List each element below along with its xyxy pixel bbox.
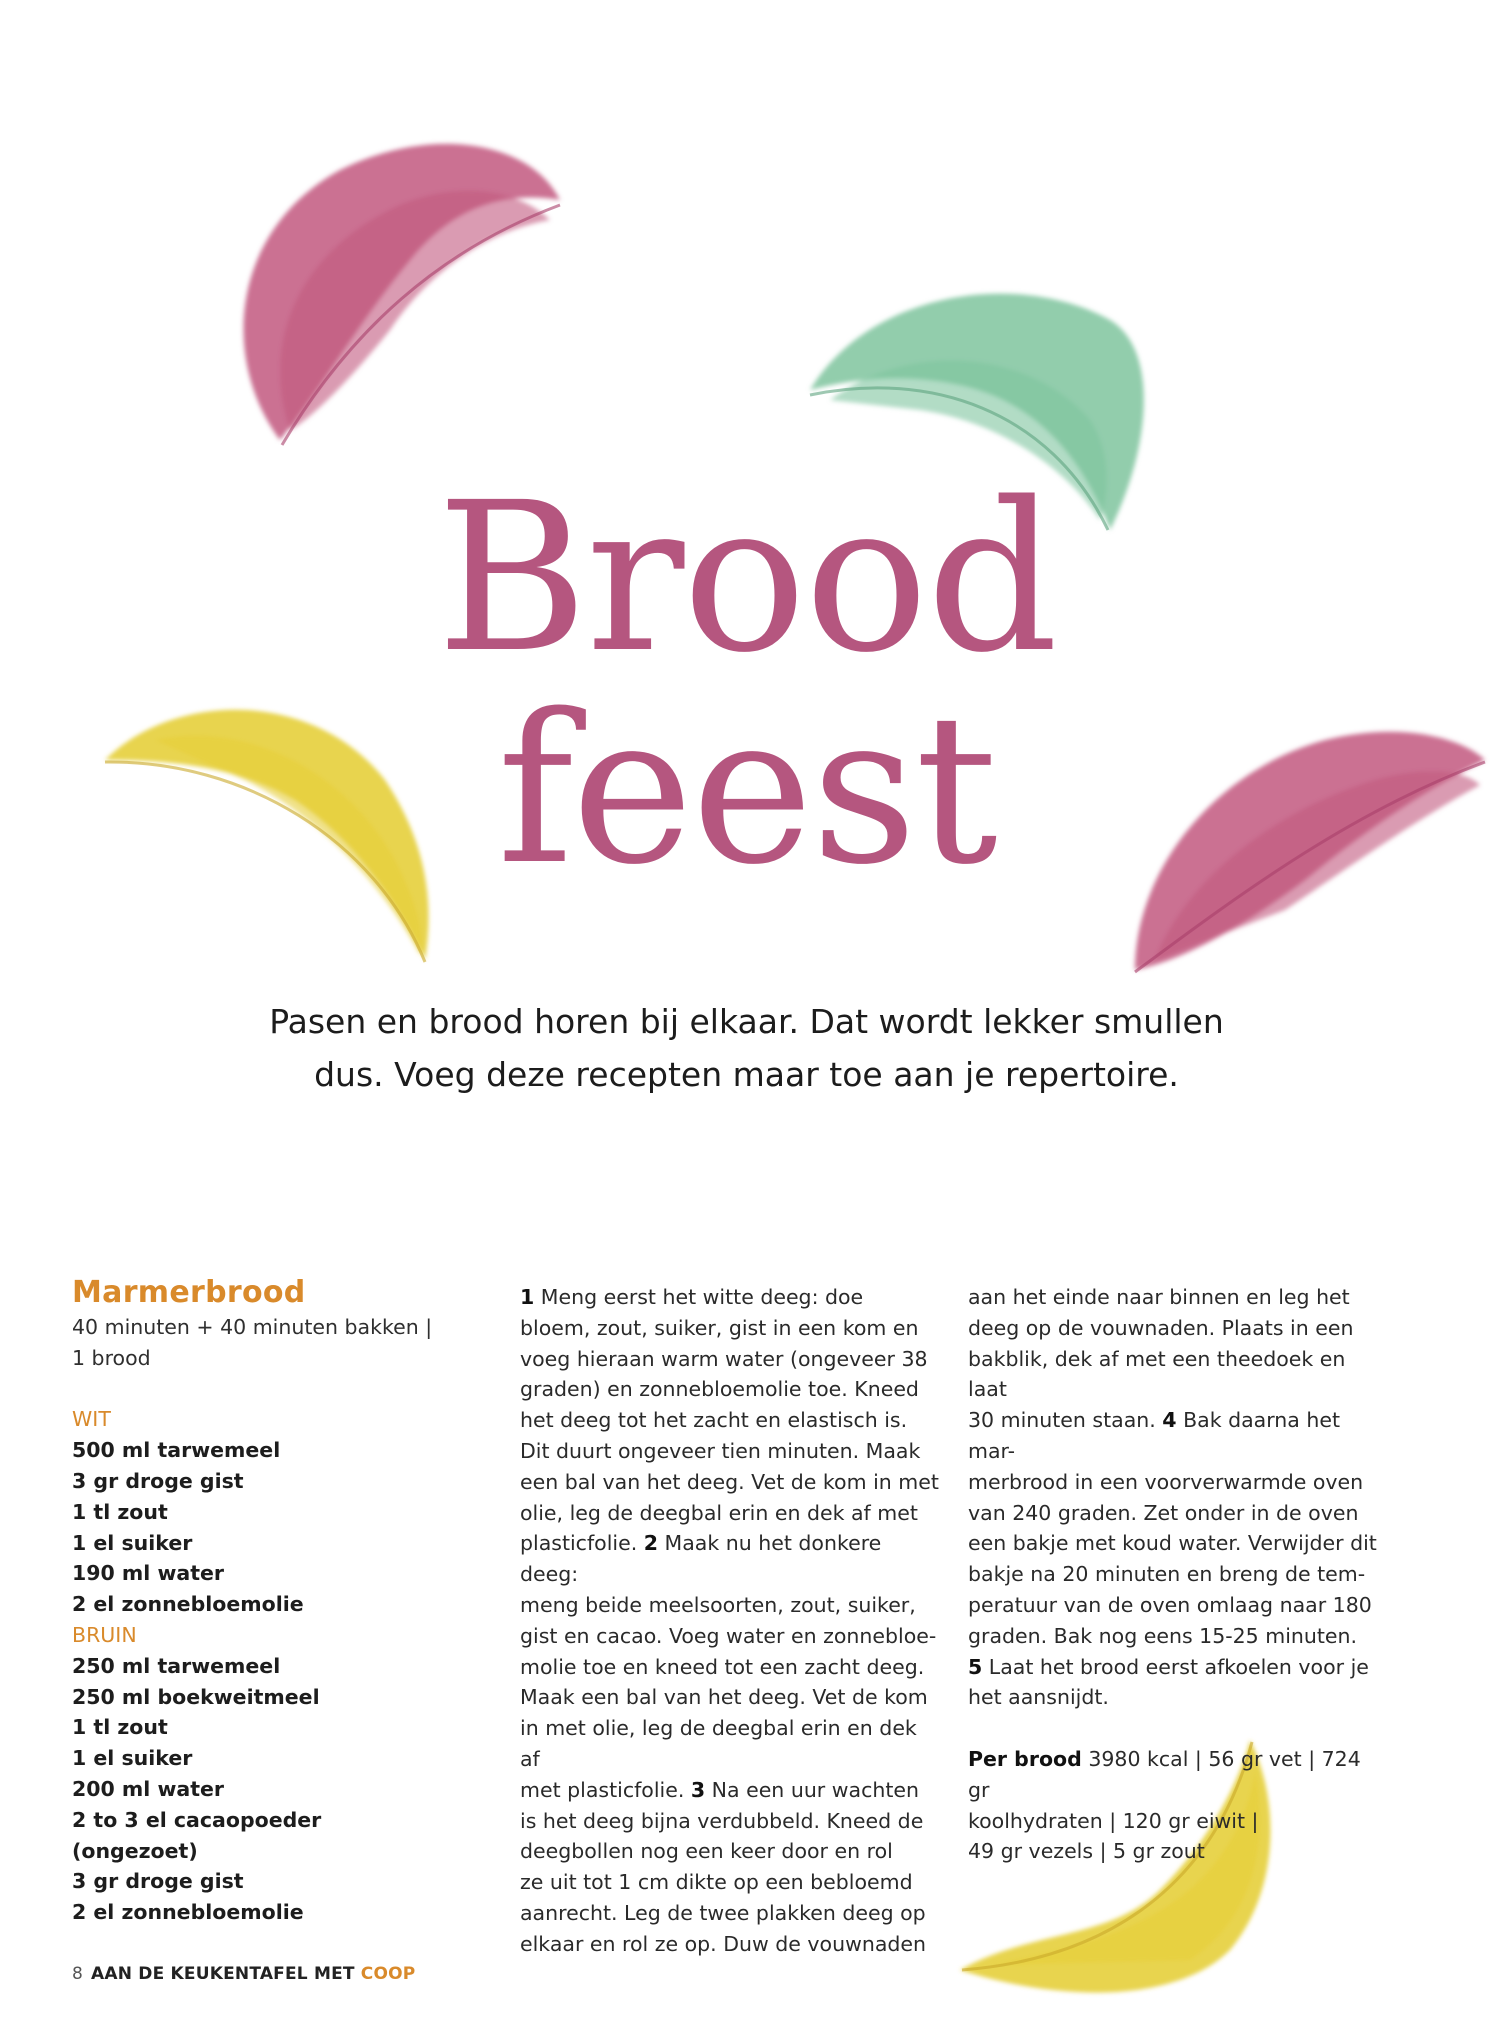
step-text: gist en cacao. Voeg water en zonnebloe- xyxy=(520,1623,937,1648)
nutrition-line-1: 3980 kcal | 56 gr vet | 724 gr xyxy=(968,1746,1361,1802)
ingredient-item: 2 el zonnebloemolie xyxy=(72,1592,304,1617)
step-line xyxy=(520,1374,940,1405)
step-text: merbrood in een voorverwarmde oven xyxy=(968,1469,1364,1494)
step-line xyxy=(520,1867,940,1898)
step-text: Maak nu het donkere deeg: xyxy=(520,1531,882,1587)
step-text: het deeg tot het zacht en elastisch is. xyxy=(520,1408,908,1433)
nutrition-line-2: koolhydraten | 120 gr eiwit | xyxy=(968,1808,1259,1833)
intro-line-2: dus. Voeg deze recepten maar toe aan je repertoire. xyxy=(314,1055,1179,1094)
step-text: elkaar en rol ze op. Duw de vouwnaden xyxy=(520,1931,927,1956)
step-line xyxy=(520,1282,940,1313)
brand-name: COOP xyxy=(360,1964,416,1984)
step-line xyxy=(968,1282,1388,1313)
step-number: 1 xyxy=(520,1285,535,1309)
step-text: Meng eerst het witte deeg: doe xyxy=(534,1285,864,1309)
ingredient-item: 2 to 3 el cacaopoeder (ongezoet) xyxy=(72,1807,322,1863)
step-line xyxy=(520,1652,940,1683)
step-line xyxy=(520,1806,940,1837)
ingredient-group-label: BRUIN xyxy=(72,1622,137,1647)
ingredient-item: 3 gr droge gist xyxy=(72,1468,244,1493)
step-text: bakblik, dek af met een theedoek en laat xyxy=(968,1346,1346,1402)
ingredient-item: 250 ml boekweitmeel xyxy=(72,1684,320,1709)
step-text: Na een uur wachten xyxy=(705,1777,919,1802)
step-number: 3 xyxy=(690,1777,706,1802)
step-text: voeg hieraan warm water (ongeveer 38 xyxy=(520,1346,928,1371)
step-text: met plasticfolie. xyxy=(520,1777,691,1802)
step-text: in met olie, leg de deegbal erin en dek af xyxy=(520,1716,917,1771)
step-text: aan het einde naar binnen en leg het xyxy=(968,1285,1350,1309)
step-text: deeg op de vouwnaden. Plaats in een xyxy=(968,1315,1354,1340)
publication-name: AAN DE KEUKENTAFEL MET xyxy=(91,1964,361,1984)
step-text: bakje na 20 minuten en breng de tem- xyxy=(968,1562,1366,1587)
step-text: molie toe en kneed tot een zacht deeg. xyxy=(520,1654,925,1679)
step-line xyxy=(968,1559,1388,1590)
step-text: is het deeg bijna verdubbeld. Kneed de xyxy=(520,1808,924,1833)
ingredient-item: 500 ml tarwemeel xyxy=(72,1438,281,1463)
step-text: peratuur van de oven omlaag naar 180 xyxy=(968,1592,1372,1617)
pink-feather-icon xyxy=(200,110,580,460)
step-line xyxy=(968,1498,1388,1529)
ingredient-groups xyxy=(72,1404,452,1928)
nutrition-info xyxy=(968,1744,1388,1867)
step-line xyxy=(520,1898,940,1929)
step-text: graden. Bak nog eens 15-25 minuten. xyxy=(968,1623,1358,1648)
step-line xyxy=(520,1467,940,1498)
step-text: deegbollen nog een keer door en rol xyxy=(520,1839,893,1864)
page-footer xyxy=(72,1964,415,1984)
step-text: olie, leg de deegbal erin en dek af met xyxy=(520,1500,918,1525)
step-line xyxy=(520,1621,940,1652)
step-text: 30 minuten staan. xyxy=(968,1408,1163,1433)
step-line xyxy=(968,1652,1388,1683)
intro-line-1: Pasen en brood horen bij elkaar. Dat wordt lekker smullen xyxy=(269,1002,1224,1041)
step-line xyxy=(520,1405,940,1436)
step-line xyxy=(520,1775,940,1806)
step-line xyxy=(520,1929,940,1960)
step-number: 2 xyxy=(643,1531,659,1556)
step-text: een bakje met koud water. Verwijder dit xyxy=(968,1531,1377,1556)
step-line xyxy=(520,1498,940,1529)
ingredient-item: 1 el suiker xyxy=(72,1530,193,1555)
step-number: 4 xyxy=(1162,1408,1177,1433)
step-line xyxy=(968,1313,1388,1344)
ingredient-item: 1 el suiker xyxy=(72,1746,193,1771)
step-text: bloem, zout, suiker, gist in een kom en xyxy=(520,1315,919,1340)
page-title-line-1: Brood xyxy=(436,458,1057,698)
ingredient-item: 3 gr droge gist xyxy=(72,1869,244,1894)
step-line xyxy=(968,1528,1388,1559)
step-text: Dit duurt ongeveer tien minuten. Maak xyxy=(520,1438,921,1463)
step-line xyxy=(968,1344,1388,1406)
ingredients-column xyxy=(72,1274,452,1928)
intro-text xyxy=(150,995,1343,1101)
step-text: ze uit tot 1 cm dikte op een bebloemd xyxy=(520,1870,913,1895)
steps-column-2 xyxy=(968,1282,1388,1867)
step-line xyxy=(520,1313,940,1344)
step-line xyxy=(968,1590,1388,1621)
page-title-line-2: feest xyxy=(497,670,996,910)
ingredient-item: 2 el zonnebloemolie xyxy=(72,1900,304,1925)
step-line xyxy=(968,1405,1388,1467)
step-text: graden) en zonnebloemolie toe. Kneed xyxy=(520,1377,919,1402)
step-line xyxy=(968,1467,1388,1498)
step-line xyxy=(968,1682,1388,1713)
step-line xyxy=(520,1344,940,1375)
step-text: Bak daarna het mar- xyxy=(968,1408,1340,1463)
step-number: 5 xyxy=(968,1654,983,1679)
recipe-meta-yield: 1 brood xyxy=(72,1345,151,1370)
step-line xyxy=(968,1621,1388,1652)
ingredient-item: 200 ml water xyxy=(72,1776,225,1801)
step-text: Laat het brood eerst afkoelen voor je xyxy=(982,1654,1369,1679)
step-text: aanrecht. Leg de twee plakken deeg op xyxy=(520,1900,926,1925)
ingredient-group-label: WIT xyxy=(72,1407,111,1432)
step-text: meng beide meelsoorten, zout, suiker, xyxy=(520,1592,916,1617)
nutrition-label: Per brood xyxy=(968,1746,1082,1771)
nutrition-line-3: 49 gr vezels | 5 gr zout xyxy=(968,1839,1205,1864)
step-line xyxy=(520,1836,940,1867)
ingredient-item: 250 ml tarwemeel xyxy=(72,1653,281,1678)
steps-column-1 xyxy=(520,1282,940,1960)
page-number: 8 xyxy=(72,1964,84,1984)
step-text: van 240 graden. Zet onder in de oven xyxy=(968,1500,1359,1525)
step-text: plasticfolie. xyxy=(520,1531,644,1556)
step-line xyxy=(520,1713,940,1775)
ingredient-item: 190 ml water xyxy=(72,1561,225,1586)
step-text: het aansnijdt. xyxy=(968,1685,1109,1710)
step-line xyxy=(520,1590,940,1621)
step-line xyxy=(520,1528,940,1590)
recipe-title: Marmerbrood xyxy=(72,1275,306,1310)
steps-column-2-lines xyxy=(968,1282,1388,1713)
step-text: Maak een bal van het deeg. Vet de kom xyxy=(520,1685,928,1710)
step-line xyxy=(520,1682,940,1713)
step-line xyxy=(520,1436,940,1467)
ingredient-item: 1 tl zout xyxy=(72,1715,168,1740)
recipe-meta-time: 40 minuten + 40 minuten bakken | xyxy=(72,1315,433,1339)
ingredient-item: 1 tl zout xyxy=(72,1499,168,1524)
step-text: een bal van het deeg. Vet de kom in met xyxy=(520,1469,939,1494)
